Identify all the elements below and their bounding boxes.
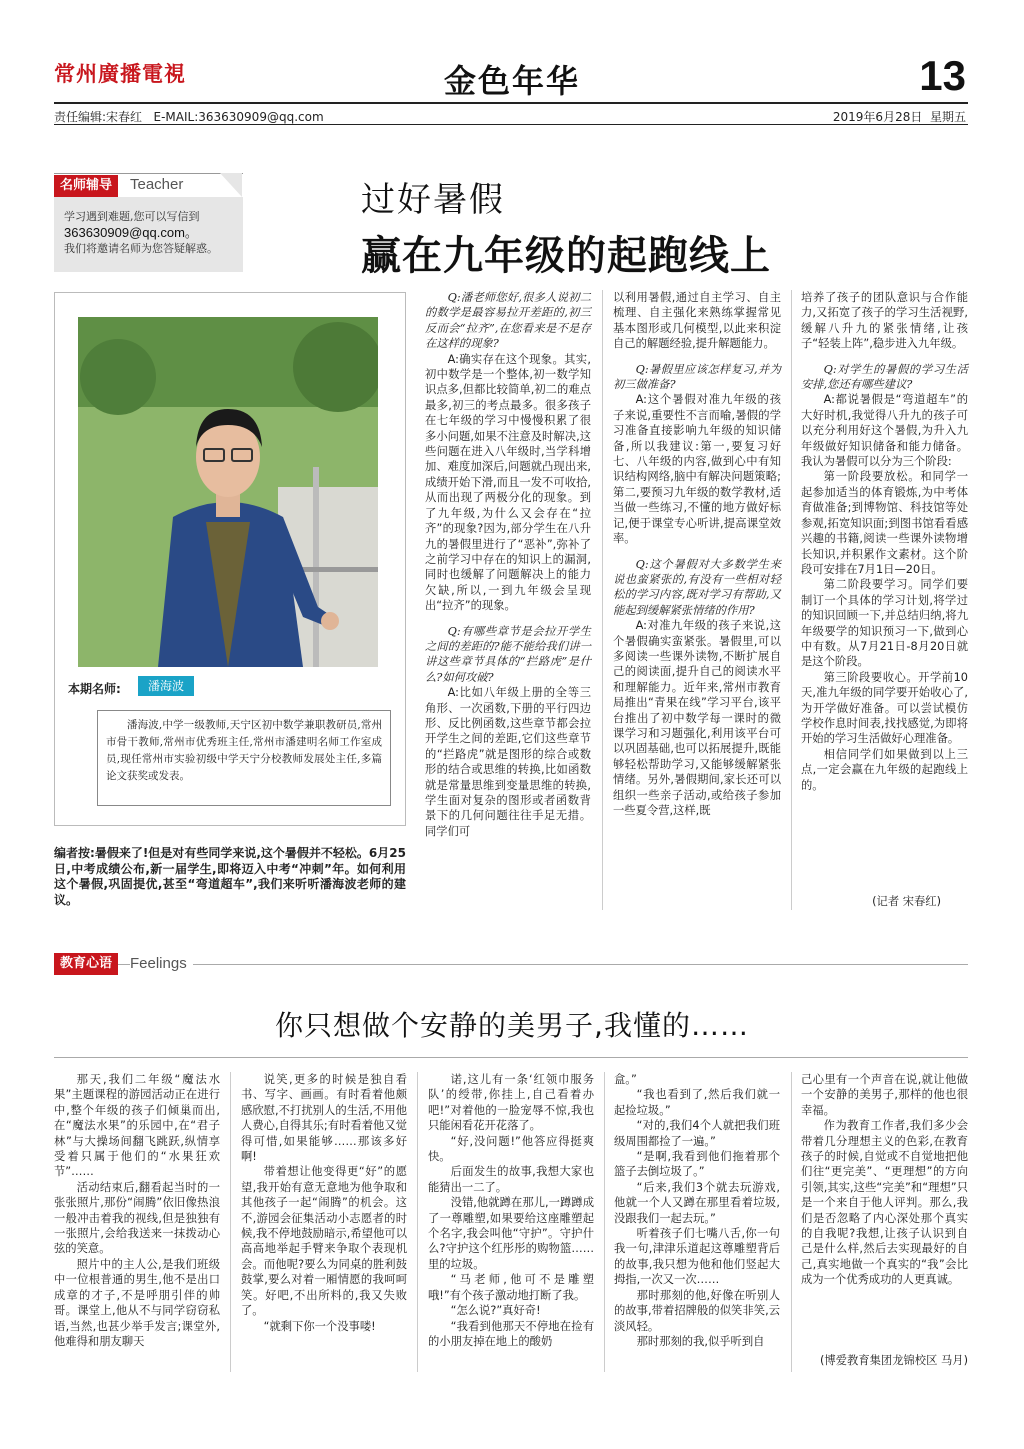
column-divider	[230, 1072, 231, 1372]
teacher-contact-box	[54, 197, 243, 272]
contact-email[interactable]: 363630909@qq.com。	[64, 225, 198, 240]
editor-credit: 责任编辑:宋春红 E-MAIL:363630909@qq.com	[54, 110, 324, 124]
paragraph: A:对准九年级的孩子来说,这个暑假确实蛮紧张。暑假里,可以多阅读一些课外读物,不断扩展自己的阅读面,提升自己的阅读水平和理解能力。近年来,常州市教育局推出“青果在线”学习平台,该平台推出了初中数学每一课时的微课学习和习题强化,利用该平台可以巩固基础,也可以拓展提升,既能够轻松帮助学习,又能够缓解紧张情绪。另外,暑假期间,家长还可以组织一些亲子活动,或给孩子参加一些夏令营,这样,既	[613, 619, 781, 817]
question-paragraph: Q:有哪些章节是会拉开学生之间的差距的?能不能给我们讲一讲这些章节具体的“拦路虎”是什么?如何攻破?	[425, 624, 591, 684]
paragraph: 相信同学们如果做到以上三点,一定会赢在九年级的起跑线上的。	[801, 747, 968, 792]
feelings-tag: 教育心语	[54, 953, 118, 975]
teacher-tag-bar	[54, 173, 243, 197]
paragraph: 那天,我们二年级“魔法水果”主题课程的游园活动正在进行中,整个年级的孩子们倾巢而出,在“魔法水果”的乐园中,在“君子林”与大操场间翻飞跳跃,纵情享受着只属于他们的“水果狂欢节”……	[54, 1073, 220, 1179]
paragraph: 第一阶段要放松。和同学一起参加适当的体育锻炼,为中考体育做准备;到博物馆、科技馆等处参观,拓宽知识面;到图书馆看看感兴趣的书籍,阅读一些课外读物增长知识,并积累作文素材。这个阶段可安排在7月1日—20日。	[801, 470, 968, 576]
teacher-tag: 名师辅导	[54, 175, 118, 197]
article2-column-3	[428, 1072, 594, 1349]
paragraph: 听着孩子们七嘴八舌,你一句我一句,津津乐道起这尊雕塑背后的故事,我只想为他和他们竖起大拇指,一次又一次……	[614, 1227, 780, 1287]
paragraph: 说笑,更多的时候是独自看书、写字、画画。有时看着他颇感欣慰,不打扰别人的生活,不用他人费心,自得其乐;有时看着他又觉得可惜,如果能够……那该多好啊!	[241, 1073, 407, 1164]
article1-column-3	[801, 290, 968, 793]
column-divider	[791, 1072, 792, 1372]
paragraph: 第二阶段要学习。同学们要制订一个具体的学习计划,将学过的知识回顾一下,并总结归纳,将九年级要学的知识预习一下,做到心中有数。从7月21日-8月20日就是这个阶段。	[801, 578, 968, 669]
contact-line-1: 学习遇到难题,您可以写信到	[64, 210, 200, 223]
paragraph: 培养了孩子的团队意识与合作能力,又拓宽了孩子的学习生活视野,缓解八升九的紧张情绪,让孩子“轻装上阵”,稳步进入九年级。	[801, 291, 968, 351]
title-underline	[54, 1057, 968, 1058]
article2-title: 你只想做个安静的美男子,我懂的……	[275, 1009, 749, 1042]
article2-byline: (博爱教育集团龙锦校区 马月)	[820, 1354, 968, 1367]
article2-column-4	[614, 1072, 780, 1349]
question-paragraph: Q:暑假里应该怎样复习,并为初三做准备?	[613, 362, 781, 392]
editor-note: 编者按:暑假来了!但是对有些同学来说,这个暑假并不轻松。6月25日,中考成绩公布,新一届学生,即将迈入中考“冲刺”年。如何利用这个暑假,巩固提优,甚至“弯道超车”,我们来听听潘海波老师的建议。	[54, 846, 406, 907]
newspaper-masthead: 常州廣播電視	[54, 61, 186, 86]
paragraph: 活动结束后,翻看起当时的一张张照片,那份“闹腾”依旧像热浪一般冲击着我的视线,但是独独有一张照片,会给我送来一抹拨动心弦的笑意。	[54, 1180, 220, 1256]
paragraph: 作为教育工作者,我们多少会带着几分理想主义的色彩,在教育孩子的时候,自觉或不自觉地把他们往“更完美”、“更理想”的方向引领,其实,这些“完美”和“理想”只是一个来自于他人评判。那么,我们是否忽略了内心深处那个真实的自我呢?我想,让孩子认识到自己是什么样,然后去实现最好的自己,真实地做一个真实的“我”会比成为一个优秀成功的人更真诚。	[801, 1119, 968, 1287]
paragraph: “后来,我们3个就去玩游戏,他就一个人又蹲在那里看着垃圾,没跟我们一起去玩。”	[614, 1180, 780, 1225]
question-paragraph: Q:潘老师您好,很多人说初二的数学是最容易拉开差距的,初三反而会“拉齐”,在您看来是不是存在这样的现象?	[425, 291, 591, 351]
paragraph: 盒。”	[614, 1073, 637, 1086]
article1-column-2	[613, 290, 781, 818]
paragraph: 那时那刻的我,似乎听到自	[636, 1334, 765, 1348]
column-divider	[602, 290, 603, 910]
box-notch	[220, 173, 242, 197]
article2-column-1	[54, 1072, 220, 1349]
teacher-portrait-image	[78, 317, 378, 667]
teacher-tag-en: Teacher	[130, 176, 184, 193]
paragraph: 没错,他就蹲在那儿,一蹲蹲成了一尊雕塑,如果要给这座雕塑起个名字,我会叫他“守护”。守护什么?守护这个红彤彤的购物篮……里的垃圾。	[428, 1196, 594, 1271]
teacher-bio: 潘海波,中学一级教师,天宁区初中数学兼职教研员,常州市骨干教师,常州市优秀班主任,常州市潘建明名师工作室成员,现任常州市实验初级中学天宁分校教师发展处主任,多篇论文获奖或发表。	[97, 710, 391, 806]
column-divider	[417, 1072, 418, 1372]
paragraph: A:都说暑假是“弯道超车”的大好时机,我觉得八升九的孩子可以充分利用好这个暑假,为升入九年级做好知识储备和能力储备。我认为暑假可以分为三个阶段:	[801, 393, 968, 469]
paragraph: “怎么说?”真好奇!	[450, 1304, 541, 1318]
question-paragraph: Q:对学生的暑假的学习生活安排,您还有哪些建议?	[801, 362, 968, 392]
column-divider	[791, 290, 792, 910]
paragraph: “对的,我们4个人就把我们班级周围都捡了一遍。”	[614, 1119, 780, 1148]
article1-column-1	[425, 290, 591, 839]
paragraph: 后面发生的故事,我想大家也能猜出一二了。	[428, 1165, 594, 1194]
article-title-line-1: 过好暑假	[361, 180, 505, 220]
section-title: 金色年华	[443, 62, 580, 100]
paragraph: A:这个暑假对准九年级的孩子来说,重要性不言而喻,暑假的学习准备直接影响九年级的知识储备,所以我建议:第一,要复习好七、八年级的内容,做到心中有知识结构网络,脑中有解决问题策略;第二,要预习九年级的数学教材,适当做一些练习,不懂的地方做好标记,便于课堂专心听讲,提高课堂效率。	[613, 393, 781, 546]
paragraph: “好,没问题!”他答应得挺爽快。	[428, 1134, 594, 1164]
feelings-tag-en: Feelings	[130, 955, 193, 972]
paragraph: “就剩下你一个没事喽!	[263, 1319, 376, 1333]
paragraph: 第三阶段要收心。开学前10天,准九年级的同学要开始收心了,为开学做好准备。可以尝试模仿学校作息时间表,找找感觉,为即将开始的学习生活做好心理准备。	[801, 670, 968, 746]
teacher-name-tag: 潘海波	[138, 676, 194, 696]
page-number: 13	[919, 52, 966, 99]
header-rule	[54, 102, 968, 104]
paragraph: 照片中的主人公,是我们班级中一位根普通的男生,他不是出口成章的才子,不是呼朋引伴的帅哥。课堂上,他从不与同学窃窃私语,当然,也甚少举手发言;课堂外,他难得和朋友聊天	[54, 1257, 220, 1348]
paragraph: A:比如八年级上册的全等三角形、一次函数,下册的平行四边形、反比例函数,这些章节都会拉开学生之间的差距,它们这些章节的“拦路虎”就是图形的综合或数形的结合或思维的转换,比如函数就是常量思维到变量思维的转换,学生面对复杂的图形或者函数背景下的几何问题往往手足无措。同学们可	[425, 686, 591, 838]
contact-line-2: 我们将邀请名师为您答疑解惑。	[64, 242, 218, 255]
issue-date: 2019年6月28日 星期五	[832, 110, 966, 124]
paragraph: “马老师,他可不是雕塑哦!”有个孩子激动地打断了我。	[428, 1273, 594, 1302]
question-paragraph: Q:这个暑假对大多数学生来说也蛮紧张的,有没有一些相对轻松的学习内容,既对学习有帮助,又能起到缓解紧张情绪的作用?	[613, 557, 781, 617]
paragraph: 带着想让他变得更“好”的愿望,我开始有意无意地为他争取和其他孩子一起“闹腾”的机会。这不,游园会征集活动小志愿者的时候,我不停地鼓励暗示,希望他可以高高地举起手臂来争取个表现机会。而他呢?要么为同桌的胜利鼓鼓掌,要么对着一厢情愿的我呵呵笑。好吧,不出所料的,我又失败了。	[241, 1165, 407, 1318]
column-divider	[604, 1072, 605, 1372]
article-title-line-2: 赢在九年级的起跑线上	[361, 233, 771, 279]
teacher-photo	[78, 317, 378, 667]
paragraph: A:确实存在这个现象。其实,初中数学是一个整体,初一数学知识点多,但都比较简单,初二的难点最多,初三的考点最多。很多孩子在七年级的学习中慢慢积累了很多小问题,如果不注意及时解决,这些问题在进入八年级时,当学科增加、难度加深后,问题就凸现出来,成绩开始下滑,而且一发不可收拾,从而出现了两极分化的现象。到了九年级,为什么又会存在“拉齐”的现象?因为,部分学生在八升九的暑假里进行了“恶补”,弥补了之前学习中存在的知识上的漏洞,同时也缓解了问题解决上的能力欠缺,所以,一到九年级会呈现出“拉齐”的现象。	[425, 352, 591, 613]
paragraph: 己心里有一个声音在说,就让他做一个安静的美男子,那样的他也很幸福。	[801, 1073, 968, 1117]
paragraph: “是啊,我看到他们拖着那个篮子去倒垃圾了。”	[614, 1150, 780, 1179]
article2-column-2	[241, 1072, 407, 1334]
paragraph: “我看到他那天不停地在捡有的小朋友掉在地上的酸奶	[428, 1319, 594, 1348]
teacher-label: 本期名师:	[68, 682, 121, 696]
article2-column-5	[801, 1072, 968, 1288]
header-rule-2	[54, 124, 968, 125]
paragraph: 以利用暑假,通过自主学习、自主梳理、自主强化来熟练掌握常见基本图形或几何模型,以此来积淀自己的解题经验,提升解题能力。	[613, 291, 781, 351]
paragraph: “我也看到了,然后我们就一起捡垃圾。”	[614, 1088, 780, 1117]
article1-byline: (记者 宋春红)	[872, 895, 941, 908]
paragraph: 那时那刻的他,好像在听别人的故事,带着招牌般的似笑非笑,云淡风轻。	[614, 1288, 780, 1333]
paragraph: 诺,这儿有一条‘红领巾服务队’的绶带,你挂上,自己看着办吧!”对着他的一脸宠辱不惊,我也只能闲看花开花落了。	[428, 1073, 594, 1133]
